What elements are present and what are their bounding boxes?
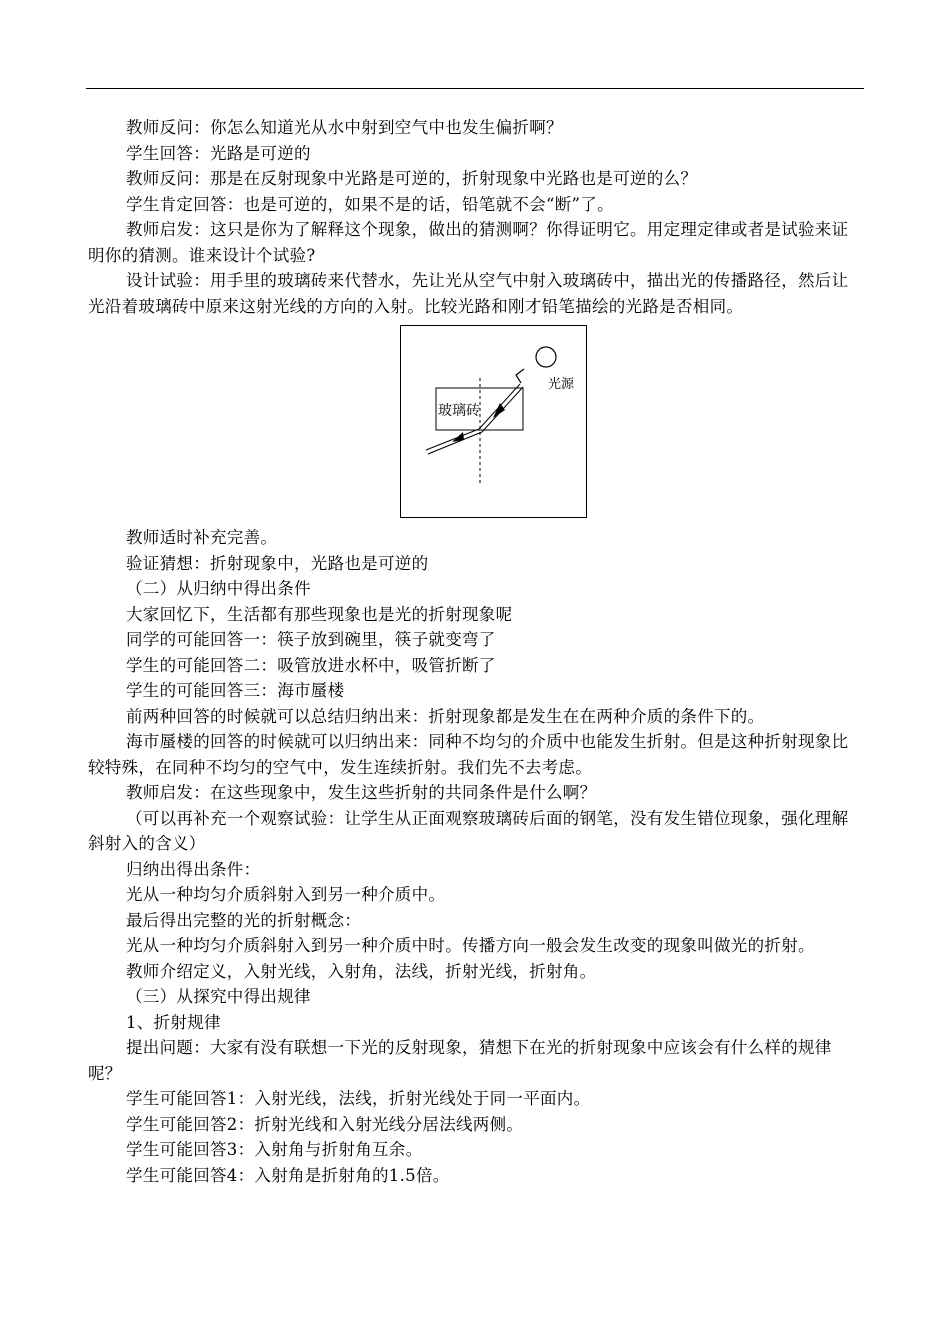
- paragraph: 最后得出完整的光的折射概念：: [126, 910, 362, 930]
- paragraph: 学生回答：光路是可逆的: [126, 143, 311, 163]
- paragraph: 同学的可能回答一：筷子放到碗里，筷子就变弯了: [126, 630, 496, 649]
- paragraph: 学生肯定回答：也是可逆的，如果不是的话，铅笔就不会“断”了。: [126, 194, 614, 214]
- section-heading: （三）从探究中得出规律: [126, 987, 311, 1006]
- paragraph: 教师启发：这只是你为了解释这个现象，做出的猜测啊？你得证明它。用定理定律或者是试验来证明你的猜测。谁来设计个试验?: [88, 220, 849, 265]
- source-label: 光源: [548, 377, 575, 392]
- paragraph: 教师介绍定义，入射光线，入射角，法线，折射光线，折射角。: [126, 961, 597, 981]
- paragraph: 学生可能回答3：入射角与折射角互余。: [126, 1140, 423, 1159]
- refraction-diagram-svg: [400, 325, 588, 519]
- paragraph: 学生可能回答2：折射光线和入射光线分居法线两侧。: [126, 1114, 524, 1134]
- paragraph: 提出问题：大家有没有联想一下光的反射现象，猜想下在光的折射现象中应该会有什么样的规律呢？: [88, 1038, 832, 1083]
- figure-frame: [401, 326, 587, 518]
- paragraph: 光从一种均匀介质斜射入到另一种介质中时。传播方向一般会发生改变的现象叫做光的折射。: [126, 936, 815, 955]
- paragraph: 学生可能回答4：入射角是折射角的1.5倍。: [126, 1165, 450, 1185]
- light-source-icon: [536, 347, 556, 367]
- paragraph: 学生的可能回答三：海市蜃楼: [126, 681, 345, 700]
- paragraph: 海市蜃楼的回答的时候就可以归纳出来：同种不均匀的介质中也能发生折射。但是这种折射现象比较特殊，在同种不均匀的空气中，发生连续折射。我们先不去考虑。: [88, 732, 849, 777]
- paragraph: （可以再补充一个观察试验：让学生从正面观察玻璃砖后面的钢笔，没有发生错位现象，强化理解斜射入的含义）: [88, 808, 849, 853]
- paragraph: 前两种回答的时候就可以总结归纳出来：折射现象都是发生在在两种介质的条件下的。: [126, 706, 765, 726]
- paragraph: 学生可能回答1：入射光线，法线，折射光线处于同一平面内。: [126, 1089, 591, 1108]
- paragraph: 学生的可能回答二：吸管放进水杯中，吸管折断了: [126, 655, 496, 675]
- header-rule: [86, 88, 864, 89]
- paragraph: 光从一种均匀介质斜射入到另一种介质中。: [126, 885, 446, 904]
- glass-label: 玻璃砖: [438, 403, 480, 419]
- light-source-bracket: [516, 369, 524, 383]
- refraction-diagram: [400, 325, 588, 519]
- ray-in-air-a: [426, 429, 479, 450]
- paragraph: 教师启发：在这些现象中，发生这些折射的共同条件是什么啊？: [126, 783, 597, 802]
- paragraph: 大家回忆下，生活都有那些现象也是光的折射现象呢: [126, 604, 513, 624]
- paragraph: 教师反问：你怎么知道光从水中射到空气中也发生偏折啊？: [126, 118, 563, 137]
- arrow-head-glass: [493, 403, 505, 418]
- document-body: [88, 115, 862, 1188]
- paragraph: 教师反问：那是在反射现象中光路是可逆的，折射现象中光路也是可逆的么？: [126, 169, 698, 188]
- paragraph: 归纳出得出条件：: [126, 859, 261, 879]
- paragraph: 设计试验：用手里的玻璃砖来代替水，先让光从空气中射入玻璃砖中，描出光的传播路径，然后让光沿着玻璃砖中原来这射光线的方向的入射。比较光路和刚才铅笔描绘的光路是否相同。: [88, 271, 849, 316]
- section-heading: （二）从归纳中得出条件: [126, 579, 311, 598]
- paragraph: 验证猜想：折射现象中，光路也是可逆的: [126, 553, 429, 573]
- sub-heading: 1、折射规律: [126, 1012, 221, 1032]
- paragraph: 教师适时补充完善。: [126, 528, 278, 547]
- ray-in-air-b: [428, 432, 482, 454]
